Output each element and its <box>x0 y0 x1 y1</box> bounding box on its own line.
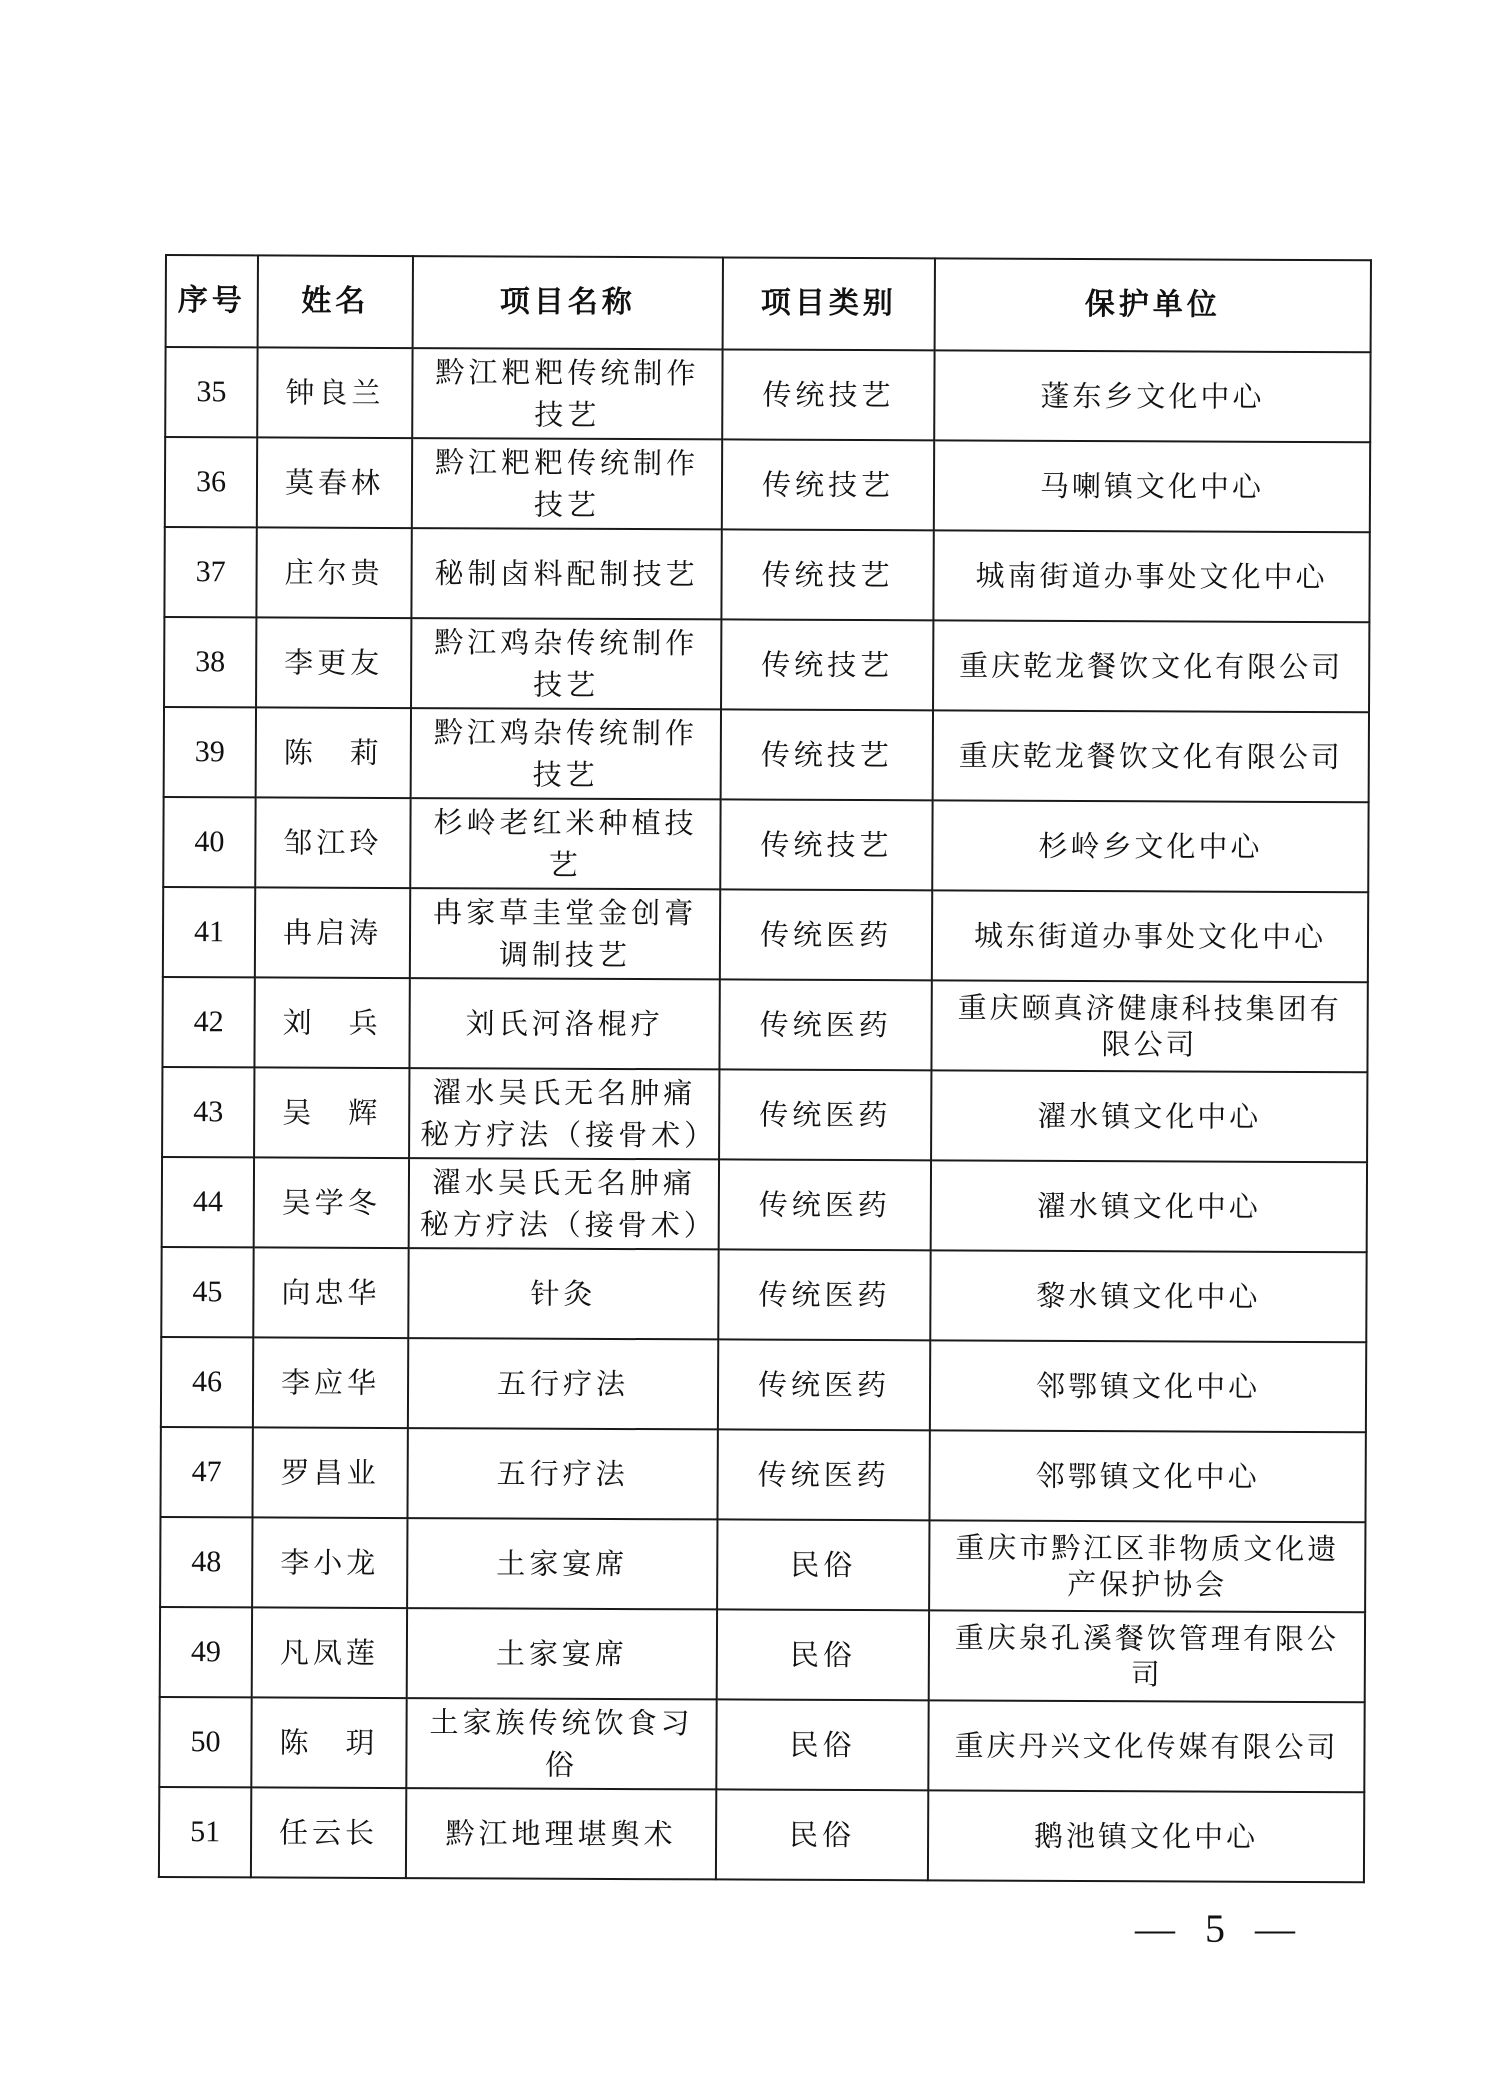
cell-project: 刘氏河洛棍疗 <box>409 978 719 1069</box>
cell-no: 41 <box>163 887 255 977</box>
table-row <box>160 1427 1365 1522</box>
cell-unit: 重庆泉孔溪餐饮管理有限公司 <box>929 1610 1365 1702</box>
cell-category: 传统技艺 <box>721 709 933 800</box>
cell-project: 冉家草圭堂金创膏调制技艺 <box>410 888 720 979</box>
cell-category: 传统医药 <box>719 1159 931 1250</box>
cell-name: 任云长 <box>251 1787 406 1878</box>
cell-project: 秘制卤料配制技艺 <box>411 528 721 619</box>
cell-unit: 城南街道办事处文化中心 <box>933 530 1369 622</box>
cell-category: 传统医药 <box>719 979 931 1070</box>
cell-name: 邹江玲 <box>255 797 410 888</box>
cell-name: 莫春林 <box>257 437 412 528</box>
cell-category: 传统医药 <box>720 889 932 980</box>
cell-no: 35 <box>165 347 257 437</box>
cell-name: 向忠华 <box>253 1247 408 1338</box>
cell-name: 李小龙 <box>252 1517 407 1608</box>
cell-project: 针灸 <box>408 1248 718 1339</box>
table-row <box>159 1787 1364 1882</box>
cell-unit: 蓬东乡文化中心 <box>934 350 1370 442</box>
cell-no: 45 <box>161 1247 253 1337</box>
cell-no: 50 <box>159 1697 251 1787</box>
cell-name: 吴学冬 <box>254 1157 409 1248</box>
table-row <box>161 1337 1366 1432</box>
cell-category: 传统医药 <box>718 1249 930 1340</box>
cell-no: 48 <box>160 1517 252 1607</box>
cell-no: 42 <box>162 977 254 1067</box>
table-row <box>162 977 1367 1072</box>
cell-category: 传统技艺 <box>722 439 934 530</box>
table-row <box>164 617 1369 712</box>
cell-project: 黔江鸡杂传统制作技艺 <box>411 618 721 709</box>
cell-project: 五行疗法 <box>407 1428 717 1519</box>
cell-unit: 重庆丹兴文化传媒有限公司 <box>928 1700 1364 1792</box>
table-row <box>165 347 1370 442</box>
cell-category: 传统技艺 <box>722 349 934 440</box>
cell-project: 五行疗法 <box>408 1338 718 1429</box>
cell-unit: 杉岭乡文化中心 <box>932 800 1368 892</box>
cell-unit: 邻鄂镇文化中心 <box>930 1340 1366 1432</box>
cell-name: 吴 辉 <box>254 1067 409 1158</box>
table-row <box>163 797 1368 892</box>
header-category: 项目类别 <box>723 257 935 350</box>
header-no: 序号 <box>166 255 258 347</box>
cell-category: 传统技艺 <box>721 529 933 620</box>
cell-name: 李应华 <box>253 1337 408 1428</box>
cell-no: 39 <box>164 707 256 797</box>
cell-no: 37 <box>164 527 256 617</box>
cell-unit: 重庆乾龙餐饮文化有限公司 <box>933 710 1369 802</box>
cell-category: 民俗 <box>716 1699 928 1790</box>
cell-project: 濯水吴氏无名肿痛秘方疗法（接骨术） <box>409 1068 719 1159</box>
cell-no: 36 <box>165 437 257 527</box>
table-row <box>160 1607 1365 1702</box>
cell-project: 土家宴席 <box>407 1608 717 1699</box>
cell-category: 传统医药 <box>718 1339 930 1430</box>
cell-unit: 黎水镇文化中心 <box>930 1250 1366 1342</box>
cell-project: 土家族传统饮食习俗 <box>406 1698 716 1789</box>
table-body <box>159 347 1371 1882</box>
cell-unit: 鹅池镇文化中心 <box>928 1790 1364 1882</box>
table-row <box>162 1157 1367 1252</box>
cell-unit: 濯水镇文化中心 <box>931 1070 1367 1162</box>
cell-name: 凡凤莲 <box>252 1607 407 1698</box>
cell-no: 47 <box>160 1427 252 1517</box>
cell-unit: 马喇镇文化中心 <box>934 440 1370 532</box>
cell-no: 43 <box>162 1067 254 1157</box>
cell-category: 民俗 <box>716 1789 928 1880</box>
cell-category: 传统技艺 <box>721 619 933 710</box>
header-project: 项目名称 <box>413 256 723 349</box>
cell-no: 49 <box>160 1607 252 1697</box>
cell-no: 44 <box>162 1157 254 1247</box>
cell-category: 传统医药 <box>719 1069 931 1160</box>
cell-project: 黔江鸡杂传统制作技艺 <box>411 708 721 799</box>
cell-project: 黔江粑粑传统制作技艺 <box>412 348 722 439</box>
cell-name: 刘 兵 <box>254 977 409 1068</box>
cell-name: 陈 莉 <box>256 707 411 798</box>
cell-unit: 濯水镇文化中心 <box>931 1160 1367 1252</box>
cell-unit: 城东街道办事处文化中心 <box>932 890 1368 982</box>
cell-project: 土家宴席 <box>407 1518 717 1609</box>
header-unit: 保护单位 <box>935 258 1371 352</box>
cell-name: 冉启涛 <box>255 887 410 978</box>
table-row <box>164 707 1369 802</box>
cell-unit: 重庆市黔江区非物质文化遗产保护协会 <box>929 1520 1365 1612</box>
table-row <box>165 437 1370 532</box>
table-row <box>163 887 1368 982</box>
header-name: 姓名 <box>258 255 413 348</box>
cell-project: 黔江地理堪舆术 <box>406 1788 716 1879</box>
page-number: — 5 — <box>1135 1906 1305 1951</box>
table-row <box>162 1067 1367 1162</box>
cell-category: 民俗 <box>717 1609 929 1700</box>
table-row <box>160 1517 1365 1612</box>
cell-unit: 邻鄂镇文化中心 <box>929 1430 1365 1522</box>
cell-name: 陈 玥 <box>251 1697 406 1788</box>
cell-no: 51 <box>159 1787 251 1877</box>
cell-name: 罗昌业 <box>252 1427 407 1518</box>
cell-project: 杉岭老红米种植技艺 <box>410 798 720 889</box>
table-row <box>161 1247 1366 1342</box>
cell-unit: 重庆乾龙餐饮文化有限公司 <box>933 620 1369 712</box>
cell-project: 黔江粑粑传统制作技艺 <box>412 438 722 529</box>
cell-category: 传统医药 <box>717 1429 929 1520</box>
cell-no: 46 <box>161 1337 253 1427</box>
cell-no: 40 <box>163 797 255 887</box>
cell-no: 38 <box>164 617 256 707</box>
cell-category: 民俗 <box>717 1519 929 1610</box>
table-row <box>164 527 1369 622</box>
table-header-row <box>166 255 1371 352</box>
cell-project: 濯水吴氏无名肿痛秘方疗法（接骨术） <box>409 1158 719 1249</box>
cell-category: 传统技艺 <box>720 799 932 890</box>
table-row <box>159 1697 1364 1792</box>
inheritor-table <box>158 254 1372 1883</box>
cell-name: 庄尔贵 <box>256 527 411 618</box>
cell-unit: 重庆颐真济健康科技集团有限公司 <box>931 980 1367 1072</box>
cell-name: 李更友 <box>256 617 411 708</box>
cell-name: 钟良兰 <box>257 347 412 438</box>
